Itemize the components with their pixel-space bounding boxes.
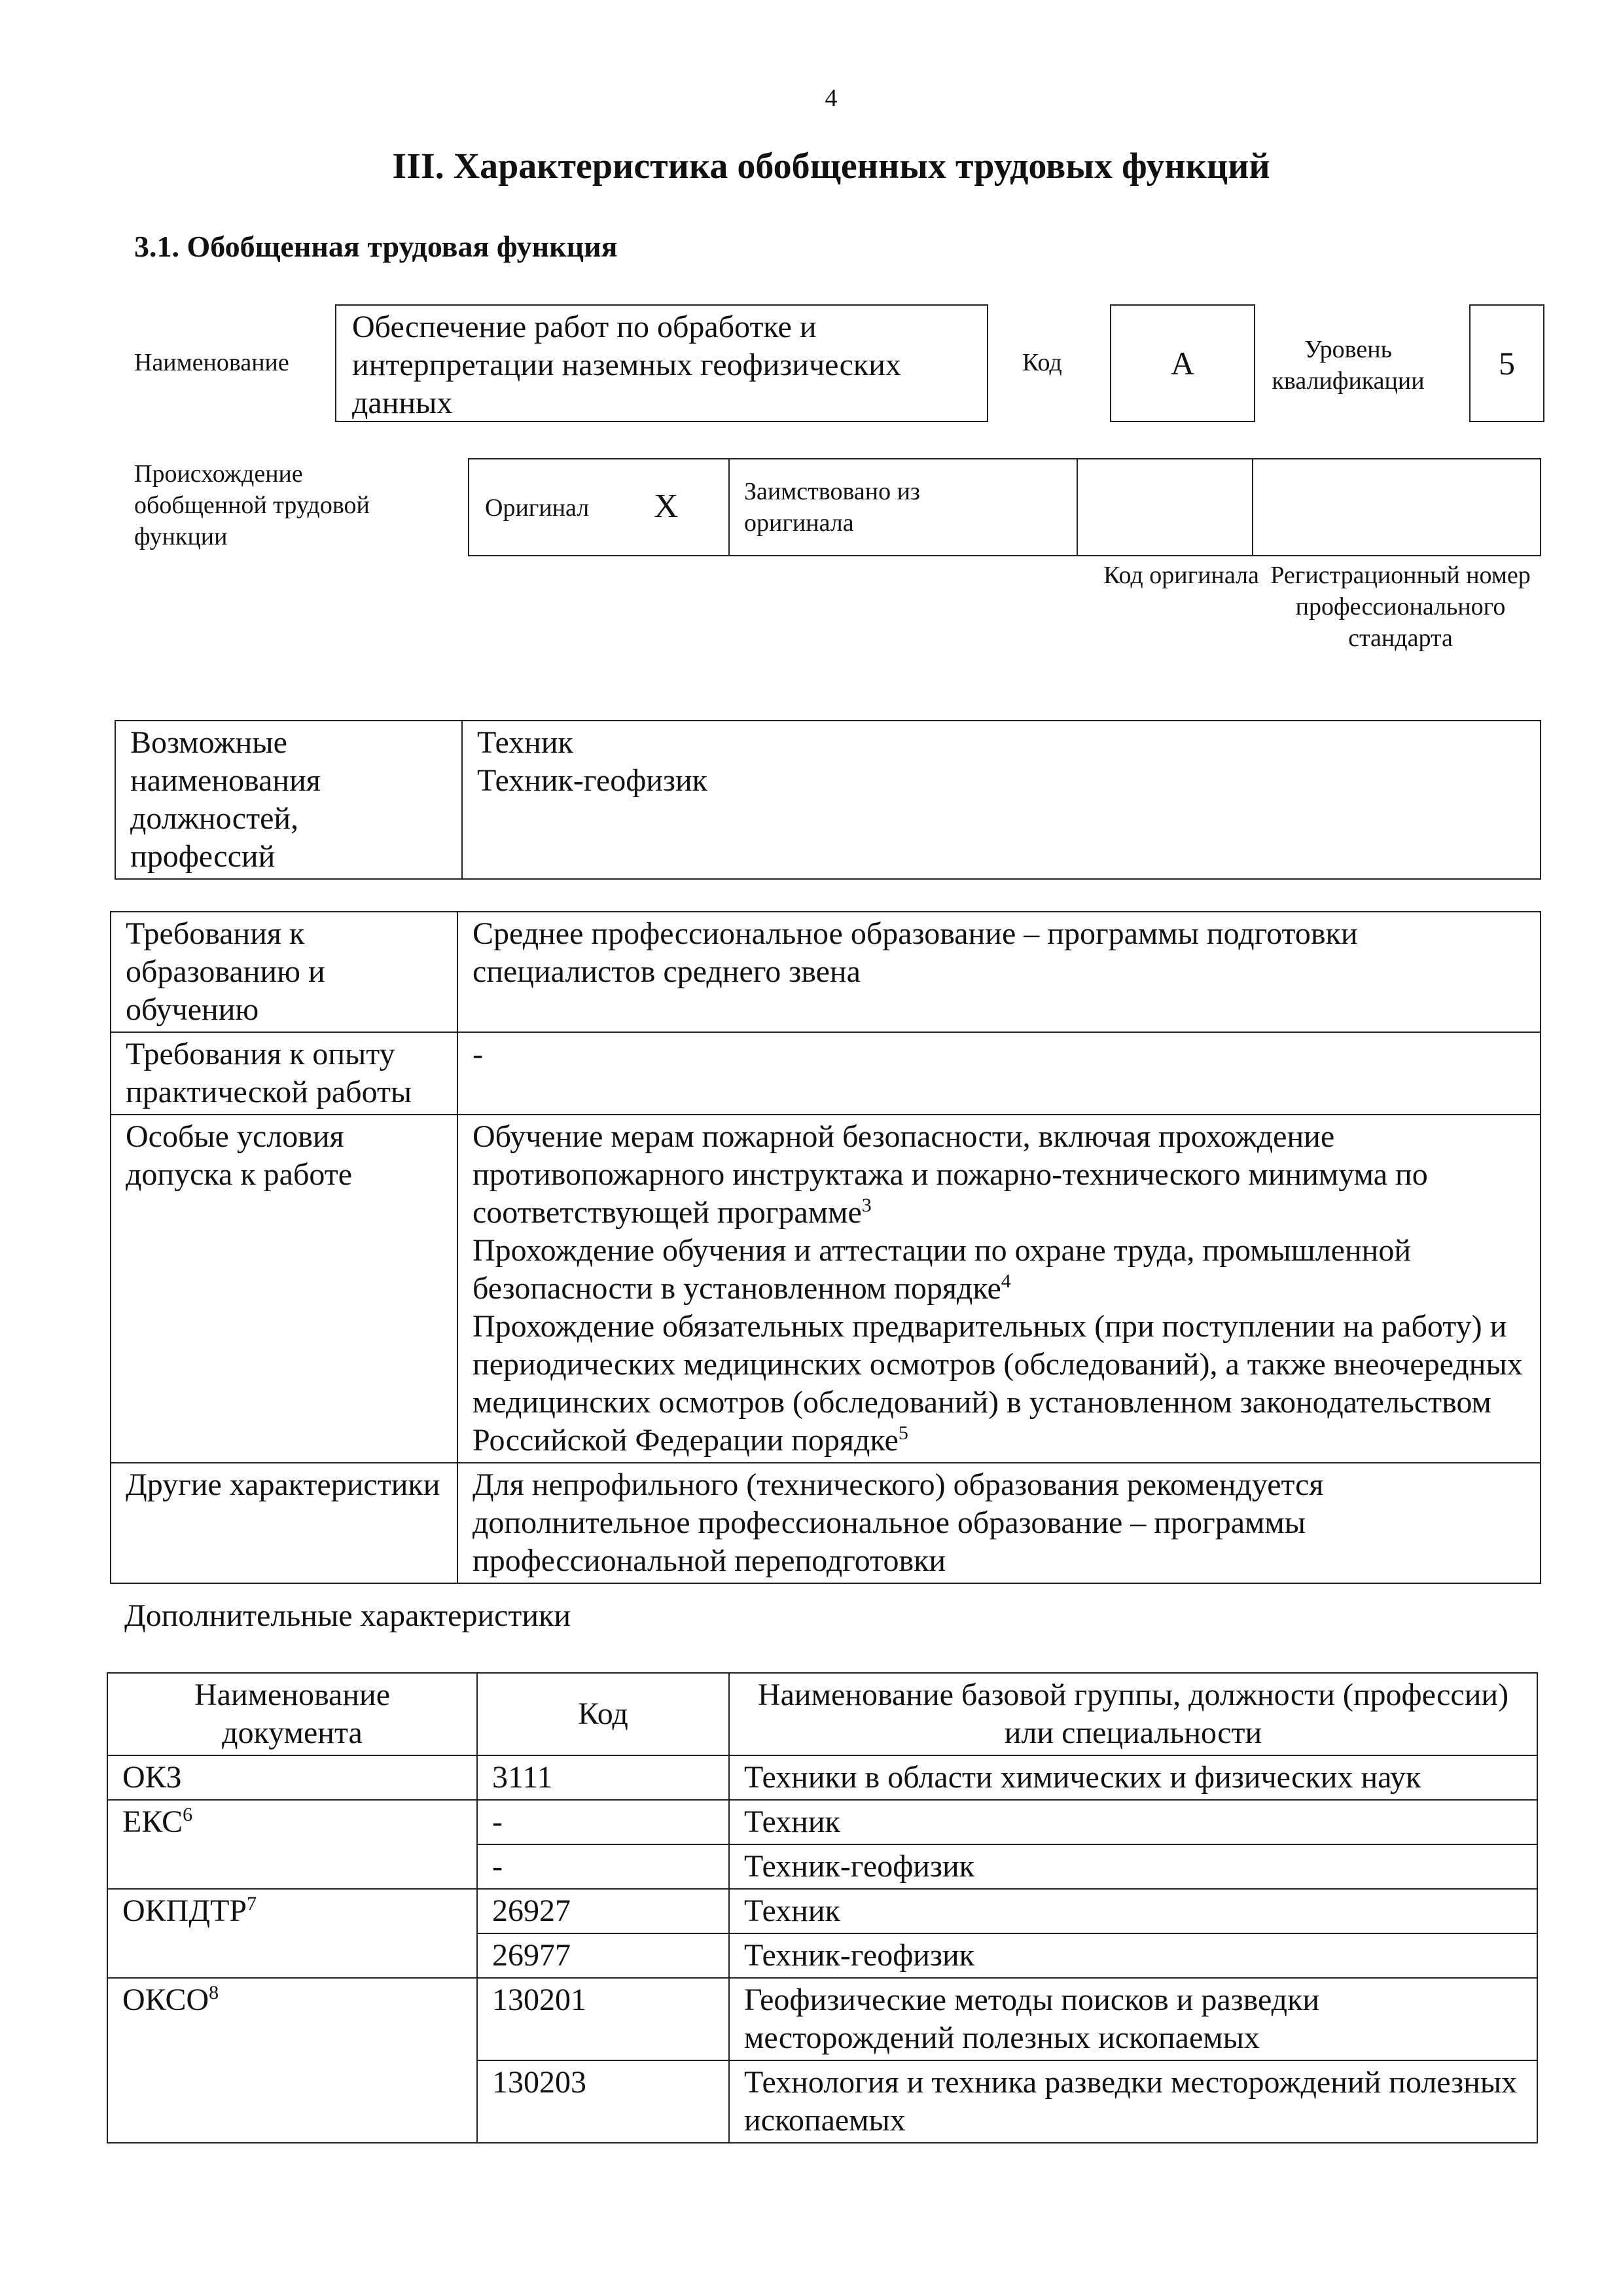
positions-values	[462, 721, 1541, 879]
code-cell: 26977	[477, 1933, 729, 1978]
subsection-title: 3.1. Обобщенная трудовая функция	[134, 230, 618, 263]
other-value: Для непрофильного (технического) образования рекомендуется дополнительное профессиональное образование – программы профессиональной переподготовки	[457, 1463, 1541, 1583]
table-row	[107, 1755, 1537, 1800]
borrowed-label: Заимствовано из оригинала	[744, 478, 920, 537]
experience-row	[111, 1032, 1541, 1115]
code-cell: 3111	[477, 1755, 729, 1800]
origin-table	[468, 458, 1541, 556]
experience-label: Требования к опыту практической работы	[111, 1032, 457, 1115]
name-cell: Техник	[729, 1800, 1537, 1844]
experience-value: -	[457, 1032, 1541, 1115]
additional-table	[107, 1672, 1538, 2144]
code-value-box	[1110, 304, 1255, 422]
table-row	[107, 1889, 1537, 1933]
name-cell: Техники в области химических и физических наук	[729, 1755, 1537, 1800]
name-cell: Технология и техника разведки месторождений полезных ископаемых	[729, 2060, 1537, 2143]
conditions-label: Особые условия допуска к работе	[111, 1115, 457, 1463]
original-mark: X	[654, 488, 679, 525]
footnote-ref: 6	[183, 1804, 193, 1825]
code-label: Код	[1022, 349, 1062, 376]
reg-number-label: Регистрационный номер профессионального стандарта	[1270, 562, 1531, 652]
name-label: Наименование	[134, 349, 289, 376]
function-name: Обеспечение работ по обработке и интерпретации наземных геофизических данных	[352, 310, 901, 420]
level-label: Уровень квалификации	[1272, 336, 1425, 395]
requirements-table	[110, 911, 1541, 1584]
footnote-ref: 5	[898, 1422, 908, 1444]
education-label: Требования к образованию и обучению	[111, 912, 457, 1032]
name-cell: Геофизические методы поисков и разведки месторождений полезных ископаемых	[729, 1978, 1537, 2060]
name-cell: Техник-геофизик	[729, 1933, 1537, 1978]
conditions-row	[111, 1115, 1541, 1463]
code-cell: 26927	[477, 1889, 729, 1933]
code-original-label: Код оригинала	[1103, 562, 1259, 589]
additional-header-row	[107, 1673, 1537, 1755]
section-title: III. Характеристика обобщенных трудовых функций	[392, 146, 1270, 187]
code-value: А	[1170, 345, 1195, 382]
footnote-ref: 7	[247, 1893, 257, 1914]
positions-table	[115, 720, 1541, 880]
doc-cell: ОКСО$^8$	[107, 1978, 477, 2143]
code-cell: -	[477, 1800, 729, 1844]
name-cell: Техник-геофизик	[729, 1844, 1537, 1889]
condition-item: Прохождение обязательных предварительных (при поступлении на работу) и периодических медицинских осмотров (обследований), а также внеочередных медицинских осмотров (обследований) в установленном законодательством Российской Федерации порядке$^5$	[473, 1309, 1523, 1458]
additional-title: Дополнительные характеристики	[124, 1598, 571, 1633]
name-cell: Техник	[729, 1889, 1537, 1933]
column-header: Наименование документа	[107, 1673, 477, 1755]
doc-cell: ЕКС$^6$	[107, 1800, 477, 1889]
conditions-values	[457, 1115, 1541, 1463]
code-cell: -	[477, 1844, 729, 1889]
level-value-box	[1469, 304, 1544, 422]
page-number: 4	[825, 84, 838, 112]
education-row	[111, 912, 1541, 1032]
other-label: Другие характеристики	[111, 1463, 457, 1583]
positions-label: Возможные наименования должностей, профессий	[115, 721, 462, 879]
footnote-ref: 3	[861, 1194, 872, 1216]
doc-cell: ОКЗ	[107, 1755, 477, 1800]
name-value-box	[335, 304, 988, 422]
condition-item: Прохождение обучения и аттестации по охране труда, промышленной безопасности в установленном порядке$^4$	[473, 1233, 1412, 1306]
condition-item: Обучение мерам пожарной безопасности, включая прохождение противопожарного инструктажа и пожарно-технического минимума по соответствующей программе$^3$	[473, 1119, 1428, 1230]
position-item: Техник	[477, 725, 573, 760]
position-item: Техник-геофизик	[477, 763, 707, 798]
table-row	[107, 1800, 1537, 1844]
code-cell: 130203	[477, 2060, 729, 2143]
other-row	[111, 1463, 1541, 1583]
original-label: Оригинал	[485, 494, 590, 522]
code-cell: 130201	[477, 1978, 729, 2060]
positions-row	[115, 721, 1541, 879]
table-row	[107, 1978, 1537, 2060]
footnote-ref: 4	[1001, 1270, 1011, 1292]
column-header: Наименование базовой группы, должности (профессии) или специальности	[729, 1673, 1537, 1755]
footnote-ref: 8	[209, 1982, 219, 2003]
level-value: 5	[1499, 345, 1515, 382]
column-header: Код	[477, 1673, 729, 1755]
origin-label: Происхождение обобщенной трудовой функции	[134, 460, 370, 550]
doc-cell: ОКПДТР$^7$	[107, 1889, 477, 1978]
education-value: Среднее профессиональное образование – программы подготовки специалистов среднего звена	[457, 912, 1541, 1032]
